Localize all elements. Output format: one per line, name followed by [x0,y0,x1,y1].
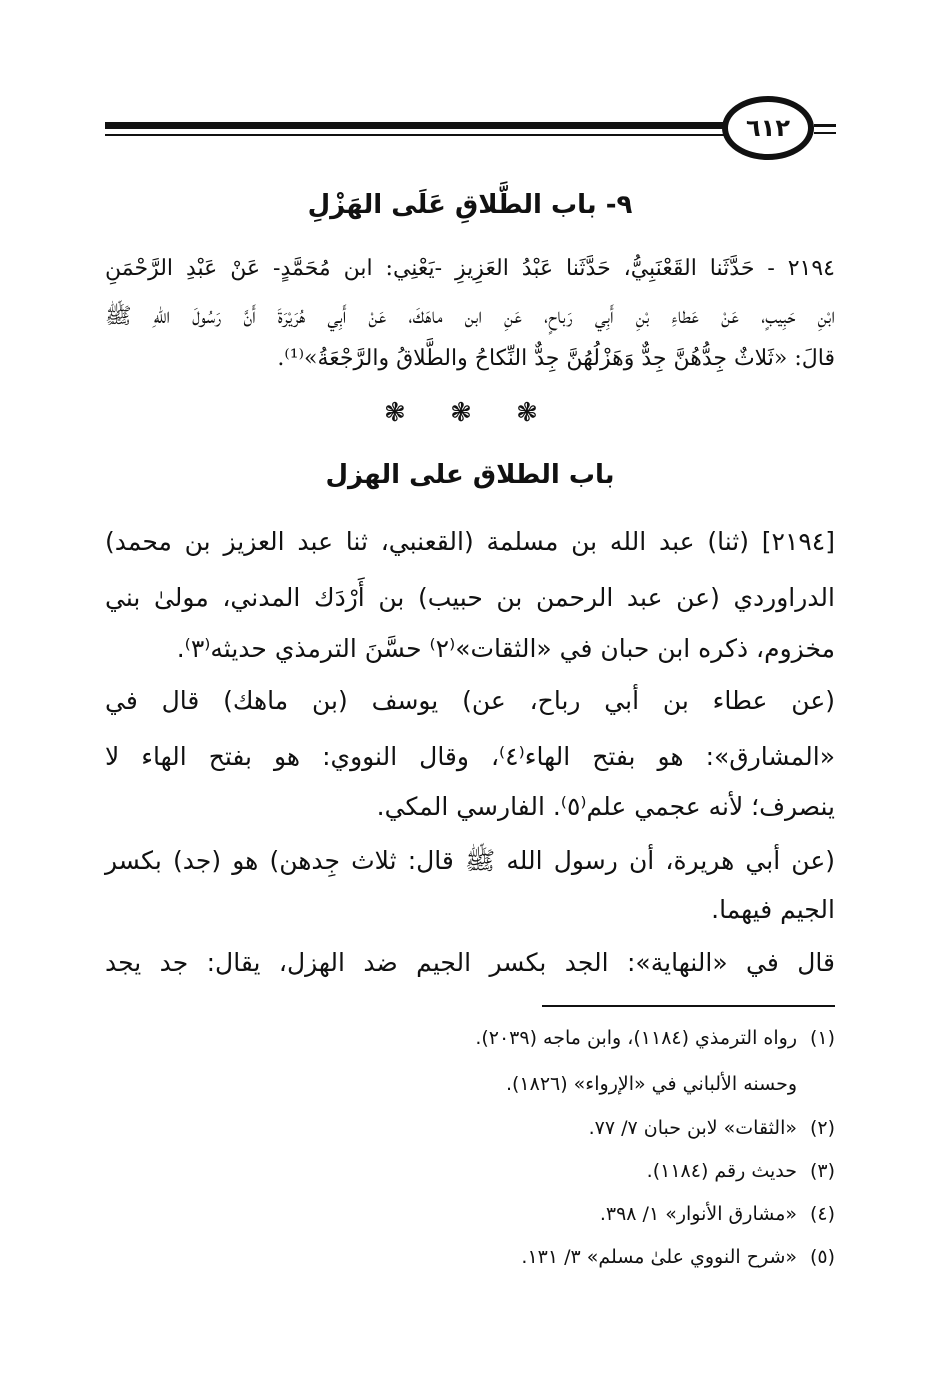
footnote-text: «شرح النووي علىٰ مسلم» ٣/ ١٣١. [521,1246,797,1268]
commentary-title: باب الطلاق على الهزل [325,460,615,490]
commentary-line-8: الجيم فيهما. [711,895,835,924]
footnote-number: (١) [809,1027,835,1049]
section-separator: ❃ ❃ ❃ [384,398,556,428]
footnote-text: وحسنه الألباني في «الإرواء» (١٨٢٦). [505,1073,797,1095]
commentary-line-9: قال في «النهاية»: الجد بكسر الجيم ضد الهزل، يقال: جد يجد [105,948,835,977]
commentary-line-5: «المشارق»: هو بفتح الهاء⁽٤⁾، وقال النووي: هو بفتح الهاء لا [105,742,835,771]
footnote-1-cont [135,1073,835,1095]
footnote-text: «مشارق الأنوار» ١/ ٣٩٨. [599,1203,797,1225]
hadith-line-3: قالَ: «ثَلاثٌ جِدُّهُنَّ جِدٌّ وَهَزْلُهُنَّ جِدٌّ النِّكاحُ والطَّلاقُ والرَّجْعَةُ»⁽¹⁾. [277,346,835,371]
header-rule-right-thick [814,124,836,127]
footnote-5 [135,1246,835,1268]
footnote-text: حديث رقم (١١٨٤). [646,1160,797,1182]
footnote-text: «الثقات» لابن حبان ٧/ ٧٧. [588,1117,797,1139]
footnote-text: رواه الترمذي (١١٨٤)، وابن ماجه (٢٠٣٩). [475,1027,797,1049]
footnote-number: (٤) [809,1203,835,1225]
hadith-line-2: ابْنِ حَبِيبٍ، عَنْ عَطاءِ بْنِ أَبِي رَباحٍ، عَنِ ابن ماهَكَ، عَنْ أَبِي هُرَيْرَةَ أَنَّ رَسُولَ اللهِ ﷺ [105,304,835,329]
commentary-line-1: [٢١٩٤] (ثنا) عبد الله بن مسلمة (القعنبي، ثنا عبد العزيز بن محمد) [105,527,835,556]
commentary-line-6: ينصرف؛ لأنه عجمي علم⁽٥⁾. الفارسي المكي. [376,792,835,821]
footnote-3 [135,1160,835,1182]
header-rule-thick [105,122,725,129]
footnote-1 [135,1027,835,1049]
commentary-line-2: الدراوردي (عن عبد الرحمن بن حبيب) بن أَرْدَك المدني، مولىٰ بني [105,583,835,612]
commentary-line-7: (عن أبي هريرة، أن رسول الله ﷺ قال: ثلاث جِدهن) هو (جد) بكسر [105,846,835,875]
footnote-rule [542,1005,835,1007]
hadith-line-1: ٢١٩٤ - حَدَّثَنا القَعْنَبِيُّ، حَدَّثَنا عَبْدُ العَزِيزِ -يَعْنِي: ابن مُحَمَّدٍ- عَنْ عَبْدِ الرَّحْمَنِ [105,256,835,281]
page-number: ٦١٢ [722,96,814,160]
commentary-line-4: (عن عطاء بن أبي رباح، عن) يوسف (بن ماهك) قال في [105,686,835,715]
chapter-title: ٩- باب الطَّلاقِ عَلَى الهَزْلِ [307,190,633,220]
header-rule-thin [105,134,725,136]
commentary-line-3: مخزوم، ذكره ابن حبان في «الثقات»⁽٢⁾ حسَّنَ الترمذي حديثه⁽٣⁾. [176,634,835,663]
footnote-4 [135,1203,835,1225]
footnote-number: (٣) [809,1160,835,1182]
footnote-2 [135,1117,835,1139]
footnote-number: (٢) [809,1117,835,1139]
footnote-number: (٥) [809,1246,835,1268]
header-rule-right-thin [814,132,836,134]
